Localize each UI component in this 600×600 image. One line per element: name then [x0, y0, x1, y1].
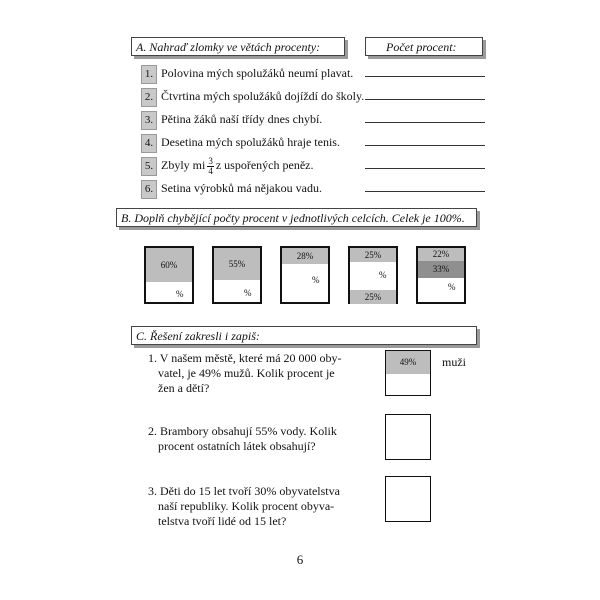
task-1 [148, 351, 374, 396]
section-c-header: C. Řešení zakresli i zapiš: [131, 326, 477, 345]
side-label: muži [442, 355, 466, 369]
task-line: 2. Brambory obsahují 55% vody. Kolik [148, 424, 337, 438]
answer-line[interactable] [365, 76, 485, 77]
list-item [141, 110, 322, 128]
blank-percent: % [176, 289, 184, 299]
answer-line[interactable] [365, 168, 485, 169]
answer-box-2[interactable] [385, 414, 431, 460]
task-2 [148, 424, 374, 454]
list-item [141, 87, 364, 105]
task-line: 1. V našem městě, které má 20 000 oby- [148, 351, 342, 365]
list-item [141, 64, 353, 82]
item-text-before: Zbyly mi [161, 158, 206, 172]
filled-segment-bottom: 25% [350, 290, 396, 304]
answer-box-3[interactable] [385, 476, 431, 522]
filled-segment: 55% [214, 248, 260, 280]
item-number: 3. [141, 111, 157, 130]
item-text: Polovina mých spolužáků neumí plavat. [161, 66, 354, 80]
filled-segment-top: 25% [350, 248, 396, 262]
fraction-numerator: 3 [208, 155, 213, 166]
filled-segment-dark: 33% [418, 261, 464, 278]
task-line: 3. Děti do 15 let tvoří 30% obyvatelstva [148, 484, 340, 498]
item-number: 6. [141, 180, 157, 199]
item-text: Pětina žáků naší třídy dnes chybí. [161, 112, 323, 126]
item-number: 4. [141, 134, 157, 153]
filled-segment-light: 22% [418, 248, 464, 261]
task-line: telstva tvoří lidé od 15 let? [158, 514, 287, 528]
answer-line[interactable] [365, 191, 485, 192]
answer-box-1[interactable] [385, 350, 431, 396]
answer-column-header: Počet procent: [365, 37, 483, 56]
item-number: 1. [141, 65, 157, 84]
task-line: naší republiky. Kolik procent obyva- [158, 499, 335, 513]
filled-segment: 28% [282, 248, 328, 264]
item-text-after: z uspořených peněz. [215, 158, 314, 172]
task-3 [148, 484, 374, 529]
filled-segment: 49% [386, 351, 430, 374]
blank-percent: % [312, 275, 320, 285]
fraction-denominator: 4 [208, 165, 213, 176]
list-item [141, 133, 340, 151]
item-text: Desetina mých spolužáků hraje tenis. [161, 135, 340, 149]
section-b-header: B. Doplň chybějící počty procent v jednotlivých celcích. Celek je 100%. [116, 208, 477, 227]
percent-box-1 [144, 246, 194, 304]
percent-box-4 [348, 246, 398, 304]
percent-box-2 [212, 246, 262, 304]
list-item [141, 179, 322, 197]
page-number: 6 [296, 552, 304, 567]
task-line: procent ostatních látek obsahují? [158, 439, 316, 453]
task-line: žen a dětí? [158, 381, 210, 395]
item-number: 2. [141, 88, 157, 107]
answer-line[interactable] [365, 122, 485, 123]
fraction [207, 157, 214, 176]
answer-line[interactable] [365, 145, 485, 146]
item-text: Setina výrobků má nějakou vadu. [161, 181, 322, 195]
blank-percent: % [244, 288, 252, 298]
item-text: Čtvrtina mých spolužáků dojíždí do školy. [161, 89, 365, 103]
blank-percent: % [448, 282, 456, 292]
percent-box-5 [416, 246, 466, 304]
filled-segment: 60% [146, 248, 192, 282]
answer-line[interactable] [365, 99, 485, 100]
section-a-header: A. Nahraď zlomky ve větách procenty: [131, 37, 345, 56]
item-number: 5. [141, 157, 157, 176]
percent-box-3 [280, 246, 330, 304]
blank-percent: % [379, 270, 387, 280]
list-item [141, 156, 313, 174]
task-line: vatel, je 49% mužů. Kolik procent je [158, 366, 335, 380]
